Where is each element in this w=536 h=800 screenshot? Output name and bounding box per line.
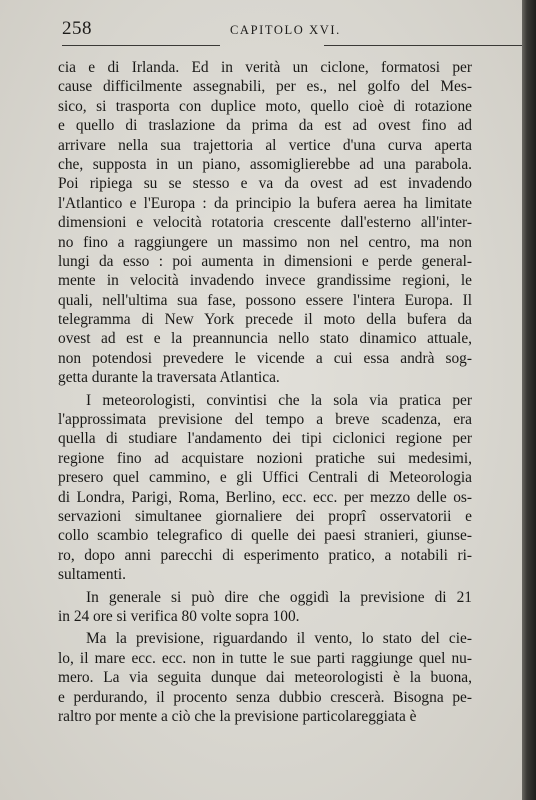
text-line: sico, si trasporta con duplice moto, quello cioè di rotazione <box>58 97 472 115</box>
text-line: l'Atlantico e l'Europa : da principio la bufera aerea ha limitate <box>58 194 472 212</box>
text-line: lo, il mare ecc. ecc. non in tutte le sue parti raggiunge quel nu- <box>58 649 472 667</box>
text-line: getta durante la traversata Atlantica. <box>58 369 280 387</box>
text-line: servazioni simultanee giornaliere dei proprî osservatorii e <box>58 507 472 525</box>
text-line: ovest ad est e la preannuncia nello stato dinamico attuale, <box>58 330 472 348</box>
text-line: di Londra, Parigi, Roma, Berlino, ecc. ecc. per mezzo delle os- <box>58 488 472 506</box>
text-line: telegramma di New York precede il moto della bufera da <box>58 311 472 329</box>
text-line: cia e di Irlanda. Ed in verità un ciclone, formatosi per <box>58 59 472 76</box>
text-line: l'approssimata previsione del tempo a breve scadenza, era <box>58 411 472 429</box>
text-line: sultamenti. <box>58 566 126 584</box>
page-edge-shadow <box>522 0 536 800</box>
text-line: In generale si può dire che oggidì la previsione di 21 <box>86 588 472 606</box>
text-line: mente in velocità invadendo invece grandissime regioni, le <box>58 272 472 290</box>
text-line: quella di studiare l'andamento dei tipi ciclonici regione per <box>58 430 472 448</box>
text-line: che, supposta in un piano, assomiglierebbe ad una parabola. <box>58 155 472 173</box>
header-rule-left <box>62 45 220 46</box>
text-line: raltro por mente a ciò che la previsione particolareggiata è <box>58 707 417 725</box>
text-line: e quello di traslazione da prima da est ad ovest fino ad <box>58 117 472 135</box>
text-line: non potendosi prevedere le vicende a cui essa andrà sog- <box>58 349 472 367</box>
page-header <box>62 18 472 46</box>
text-line: presero quel cammino, e gli Uffici Centrali di Meteorologia <box>58 469 472 487</box>
text-line: cause difficilmente assegnabili, per es., nel golfo del Mes- <box>58 78 472 96</box>
paragraph <box>58 391 472 585</box>
text-line: Poi ripiega su se stesso e va da ovest ad est invadendo <box>58 175 472 193</box>
text-line: arrivare nella sua trajettoria al vertice d'una curva aperta <box>58 136 472 154</box>
text-line: collo scambio telegrafico di quelle dei paesi stranieri, giunse- <box>58 527 472 545</box>
text-line: e perdurando, il procento senza dubbio crescerà. Bisogna pe- <box>58 688 472 706</box>
body-text <box>58 58 472 726</box>
text-line: ro, dopo anni parecchi di esperimento pratico, a notabili ri- <box>58 546 472 564</box>
page-number: 258 <box>62 18 92 39</box>
running-head: CAPITOLO XVI. <box>230 23 341 37</box>
paragraph <box>58 588 472 627</box>
text-line: lungi da esso : poi aumenta in dimensioni e perde general- <box>58 252 472 270</box>
text-line: mero. La via seguita dunque dai meteorologisti è la buona, <box>58 669 472 687</box>
text-line: quali, nell'ultima sua fase, possono essere l'intera Europa. Il <box>58 291 472 309</box>
text-line: Ma la previsione, riguardando il vento, lo stato del cie- <box>86 630 472 648</box>
paragraph <box>58 629 472 726</box>
paragraph <box>58 58 472 388</box>
text-line: no fino a raggiungere un massimo non nel centro, ma non <box>58 233 472 251</box>
text-line: dimensioni e velocità rotatoria crescente dall'esterno all'inter- <box>58 214 472 232</box>
header-rule-right <box>324 45 522 46</box>
text-line: in 24 ore si verifica 80 volte sopra 100. <box>58 607 300 625</box>
text-line: regione fino ad acquistare nozioni pratiche sui medesimi, <box>58 449 472 467</box>
text-line: I meteorologisti, convintisi che la sola via pratica per <box>86 391 472 409</box>
